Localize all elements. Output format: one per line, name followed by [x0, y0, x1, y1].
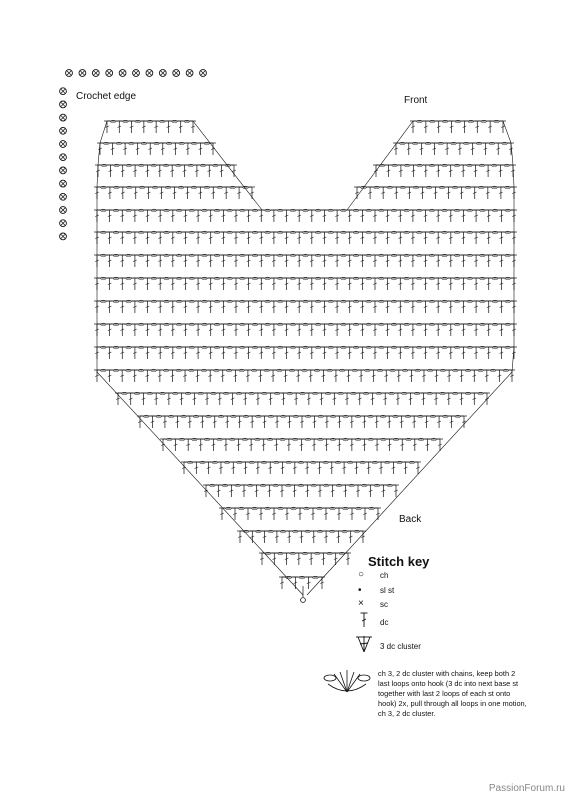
key-item-sc: sc	[380, 600, 388, 609]
stitch-row	[160, 438, 443, 451]
stitch-row	[97, 142, 216, 155]
stitch-row	[410, 120, 506, 133]
stitch-row	[94, 369, 515, 382]
stitch-row	[181, 461, 421, 474]
stitch-row	[393, 142, 514, 155]
stitch-row	[104, 120, 196, 133]
stitch-row	[115, 392, 490, 405]
stitch-row	[94, 346, 517, 359]
stitch-row	[137, 415, 467, 428]
stitch-row	[94, 186, 255, 199]
stitch-row	[94, 277, 517, 290]
double-crochet-icon	[358, 612, 370, 628]
stitch-row	[354, 186, 517, 199]
stitch-row	[203, 484, 399, 497]
back-label: Back	[399, 514, 422, 525]
stitch-row	[259, 552, 351, 565]
fan-cluster-description: ch 3, 2 dc cluster with chains, keep both 2 last loops onto hook (3 dc into next base st together with last 2 loops of each st onto hook) 2x, pull through all loops in one motion, ch 3, 2 dc cluster.	[378, 669, 527, 718]
stitch-row	[94, 209, 517, 222]
stitch-row	[94, 254, 517, 267]
stitch-key-title: Stitch key	[368, 554, 430, 569]
key-item-ch: ch	[380, 571, 389, 580]
stitch-row	[94, 323, 517, 336]
stitch-row	[95, 164, 237, 177]
key-item-sl-st: sl st	[380, 586, 395, 595]
stitch-row	[219, 507, 381, 520]
key-item-dc: dc	[380, 618, 389, 627]
key-item-cluster: 3 dc cluster	[380, 642, 421, 651]
stitch-row	[237, 530, 366, 543]
front-label: Front	[404, 95, 428, 106]
slip-stitch-icon: •	[358, 585, 362, 596]
crochet-edge-label: Crochet edge	[76, 91, 137, 102]
watermark: PassionForum.ru	[488, 783, 565, 794]
dc-cluster-icon	[355, 634, 373, 654]
stitch-row	[94, 231, 517, 244]
stitch-row	[373, 164, 516, 177]
heart-stitch-grid	[94, 120, 517, 589]
single-crochet-icon: ×	[358, 598, 364, 609]
heart-outline	[97, 121, 514, 595]
stitch-row	[94, 300, 517, 313]
chain-icon: ○	[358, 569, 365, 580]
heart-tip	[301, 586, 306, 602]
fan-cluster-icon	[320, 664, 374, 696]
